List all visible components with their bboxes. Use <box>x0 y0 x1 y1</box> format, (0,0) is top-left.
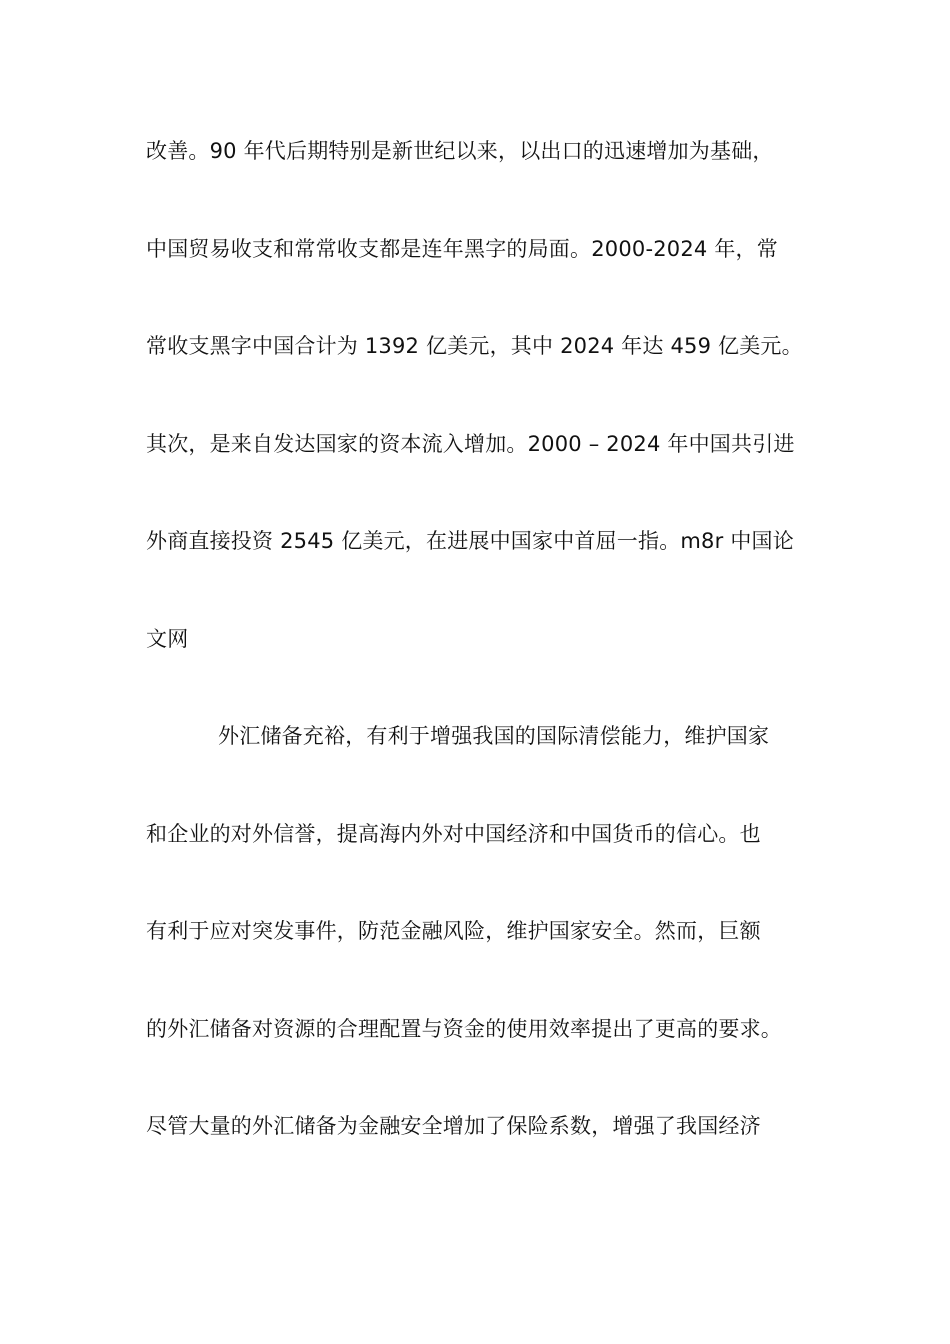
text-line: 尽管大量的外汇储备为金融安全增加了保险系数，增强了我国经济 <box>146 1114 761 1138</box>
text-line: 文网 <box>146 626 189 651</box>
text-line: 有利于应对突发事件，防范金融风险，维护国家安全。然而，巨额 <box>146 919 761 943</box>
text-line: 其次，是来自发达国家的资本流入增加。2000 – 2024 年中国共引进 <box>146 431 795 456</box>
body-text <box>146 128 826 1201</box>
text-line: 和企业的对外信誉，提高海内外对中国经济和中国货币的信心。也 <box>146 821 761 846</box>
paragraph-first-line: 外汇储备充裕，有利于增强我国的国际清偿能力，维护国家 <box>218 724 770 748</box>
text-line: 中国贸易收支和常常收支都是连年黑字的局面。2000-2024 年，常 <box>146 236 778 261</box>
text-line: 外商直接投资 2545 亿美元，在进展中国家中首屈一指。m8r 中国论 <box>146 529 794 553</box>
text-line: 改善。90 年代后期特别是新世纪以来，以出口的迅速增加为基础， <box>146 139 774 163</box>
text-line: 的外汇储备对资源的合理配置与资金的使用效率提出了更高的要求。 <box>146 1016 782 1041</box>
text-line: 常收支黑字中国合计为 1392 亿美元，其中 2024 年达 459 亿美元。 <box>146 334 803 358</box>
